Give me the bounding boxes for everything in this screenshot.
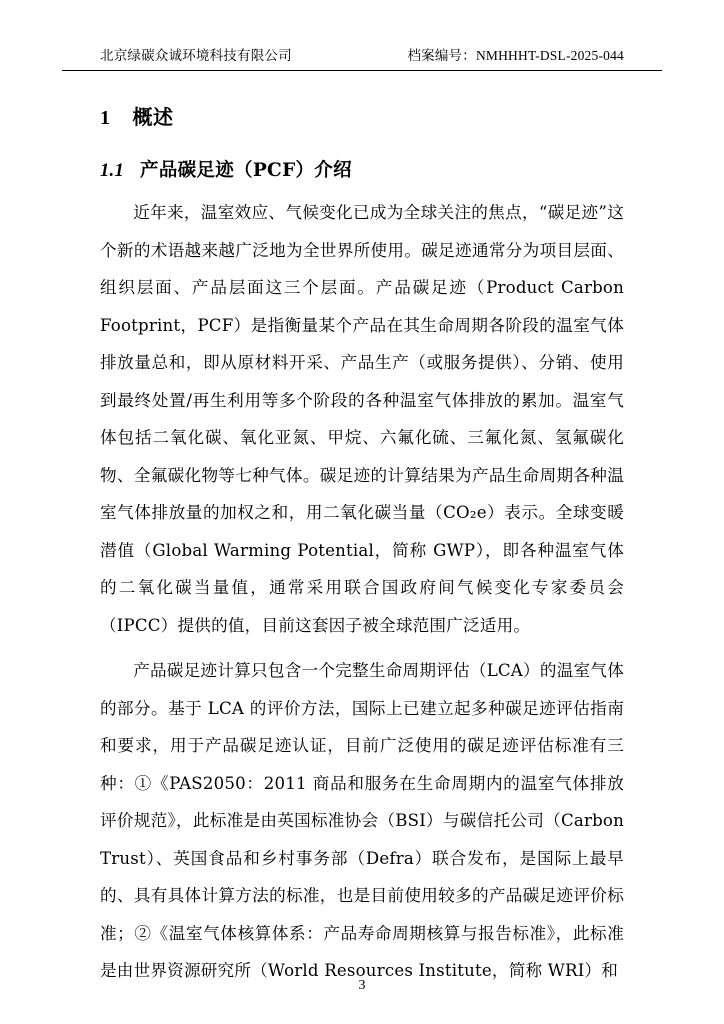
section-heading: [100, 101, 624, 130]
section-title: 概述: [132, 105, 174, 129]
page-content: [62, 101, 662, 990]
header-archive-number: [407, 44, 624, 64]
archive-label: 档案编号：: [407, 48, 476, 64]
body-paragraph-1: 近年来，温室效应、气候变化已成为全球关注的焦点，“碳足迹”这个新的术语越来越广泛地为全世界所使用。碳足迹通常分为项目层面、组织层面、产品层面这三个层面。产品碳足迹（Product Carbon Footprint，PCF）是指衡量某个产品在其生命周期各阶段的温室气体排放量总和，即从原材料开采、产品生产（或服务提供）、分销、使用到最终处置/再生利用等多个阶段的各种温室气体排放的累加。温室气体包括二氧化碳、氧化亚氮、甲烷、六氟化硫、三氟化氮、氢氟碳化物、全氟碳化物等七种气体。碳足迹的计算结果为产品生命周期各种温室气体排放量的加权之和，用二氧化碳当量（CO₂e）表示。全球变暖潜值（Global Warming Potential，简称 GWP），即各种温室气体的二氧化碳当量值，通常采用联合国政府间气候变化专家委员会（IPCC）提供的值，目前这套因子被全球范围广泛适用。: [100, 203, 624, 635]
section-number: 1: [100, 107, 111, 129]
archive-code: NMHHHT-DSL-2025-044: [475, 48, 624, 63]
page-number: 3: [358, 978, 366, 993]
page-header: [62, 44, 662, 71]
subsection-title: 产品碳足迹（PCF）介绍: [140, 160, 352, 181]
subsection-heading: [100, 156, 624, 182]
subsection-number: 1.1: [100, 161, 125, 181]
header-company-name: 北京绿碳众诚环境科技有限公司: [100, 48, 292, 64]
body-paragraph-2: 产品碳足迹计算只包含一个完整生命周期评估（LCA）的温室气体的部分。基于 LCA 的评价方法，国际上已建立起多种碳足迹评估指南和要求，用于产品碳足迹认证，目前广泛使用的碳足迹评估标准有三种：①《PAS2050：2011 商品和服务在生命周期内的温室气体排放评价规范》，此标准是由英国标准协会（BSI）与碳信托公司（Carbon Trust）、英国食品和乡村事务部（Defra）联合发布，是国际上最早的、具有具体计算方法的标准，也是目前使用较多的产品碳足迹评价标准；②《温室气体核算体系：产品寿命周期核算与报告标准》，此标准是由世界资源研究所（World Resources Institute，简称 WRI）和: [100, 661, 624, 980]
